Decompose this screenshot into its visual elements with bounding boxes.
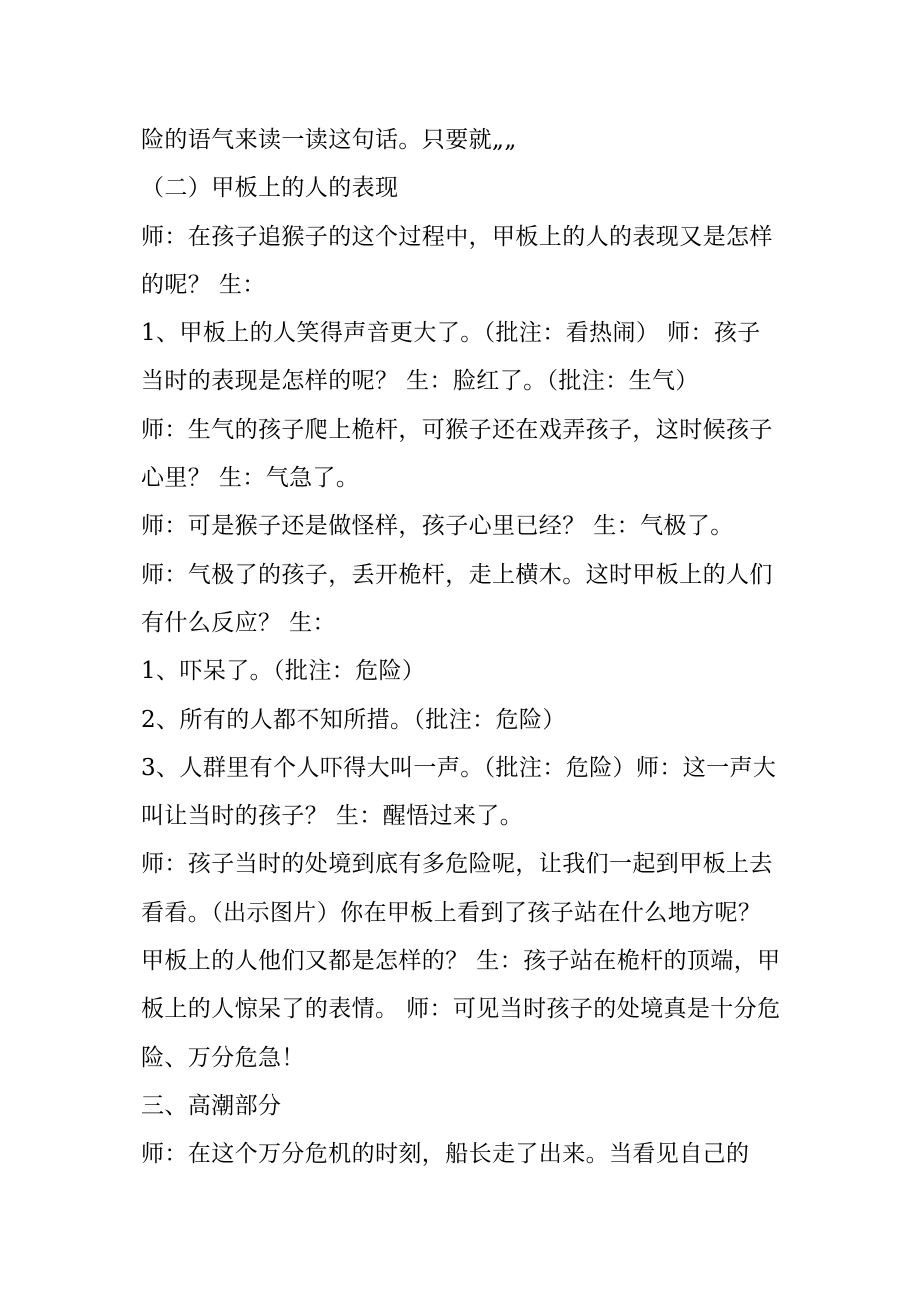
section-heading-deck-people: （二）甲板上的人的表现 (141, 175, 399, 202)
paragraph-situation-danger: 师：孩子当时的处境到底有多危险呢，让我们一起到甲板上去看看。（出示图片）你在甲板上看到了孩子站在什么地方呢？甲板上的人他们又都是怎样的？ 生：孩子站在桅杆的顶端，甲板上的人惊呆了的表情。 师：可见当时孩子的处境真是十分危险、万分危急！ (141, 851, 781, 1071)
paragraph-teacher-question-deck: 师：在孩子追猴子的这个过程中，甲板上的人的表现又是怎样的呢？ 生： (141, 223, 773, 298)
document-body (141, 116, 783, 1179)
paragraph-crossbeam: 师：气极了的孩子，丢开桅杆，走上横木。这时甲板上的人们有什么反应？ 生： (141, 561, 773, 636)
paragraph-climbing-mast: 师：生气的孩子爬上桅杆，可猴子还在戏弄孩子，这时候孩子心里？ 生：气急了。 (141, 416, 773, 492)
paragraph-answer-laughing: 1、甲板上的人笑得声音更大了。（批注：看热闹） 师：孩子当时的表现是怎样的呢？ 生：脸红了。（批注：生气） (141, 320, 761, 395)
list-item-shout: 3、人群里有个人吓得大叫一声。（批注：危险）师：这一声大叫让当时的孩子？ 生：醒悟过来了。 (141, 754, 777, 830)
list-item-at-a-loss: 2、所有的人都不知所措。（批注：危险） (141, 706, 566, 733)
section-heading-climax: 三、高潮部分 (141, 1092, 282, 1119)
list-item-stunned: 1、吓呆了。（批注：危险） (141, 658, 426, 685)
paragraph-monkey-faces: 师：可是猴子还是做怪样，孩子心里已经？ 生：气极了。 (141, 513, 734, 540)
paragraph-captain: 师：在这个万分危机的时刻，船长走了出来。当看见自己的 (141, 1141, 750, 1168)
paragraph-reading-tone: 险的语气来读一读这句话。只要就„„ (141, 127, 517, 153)
